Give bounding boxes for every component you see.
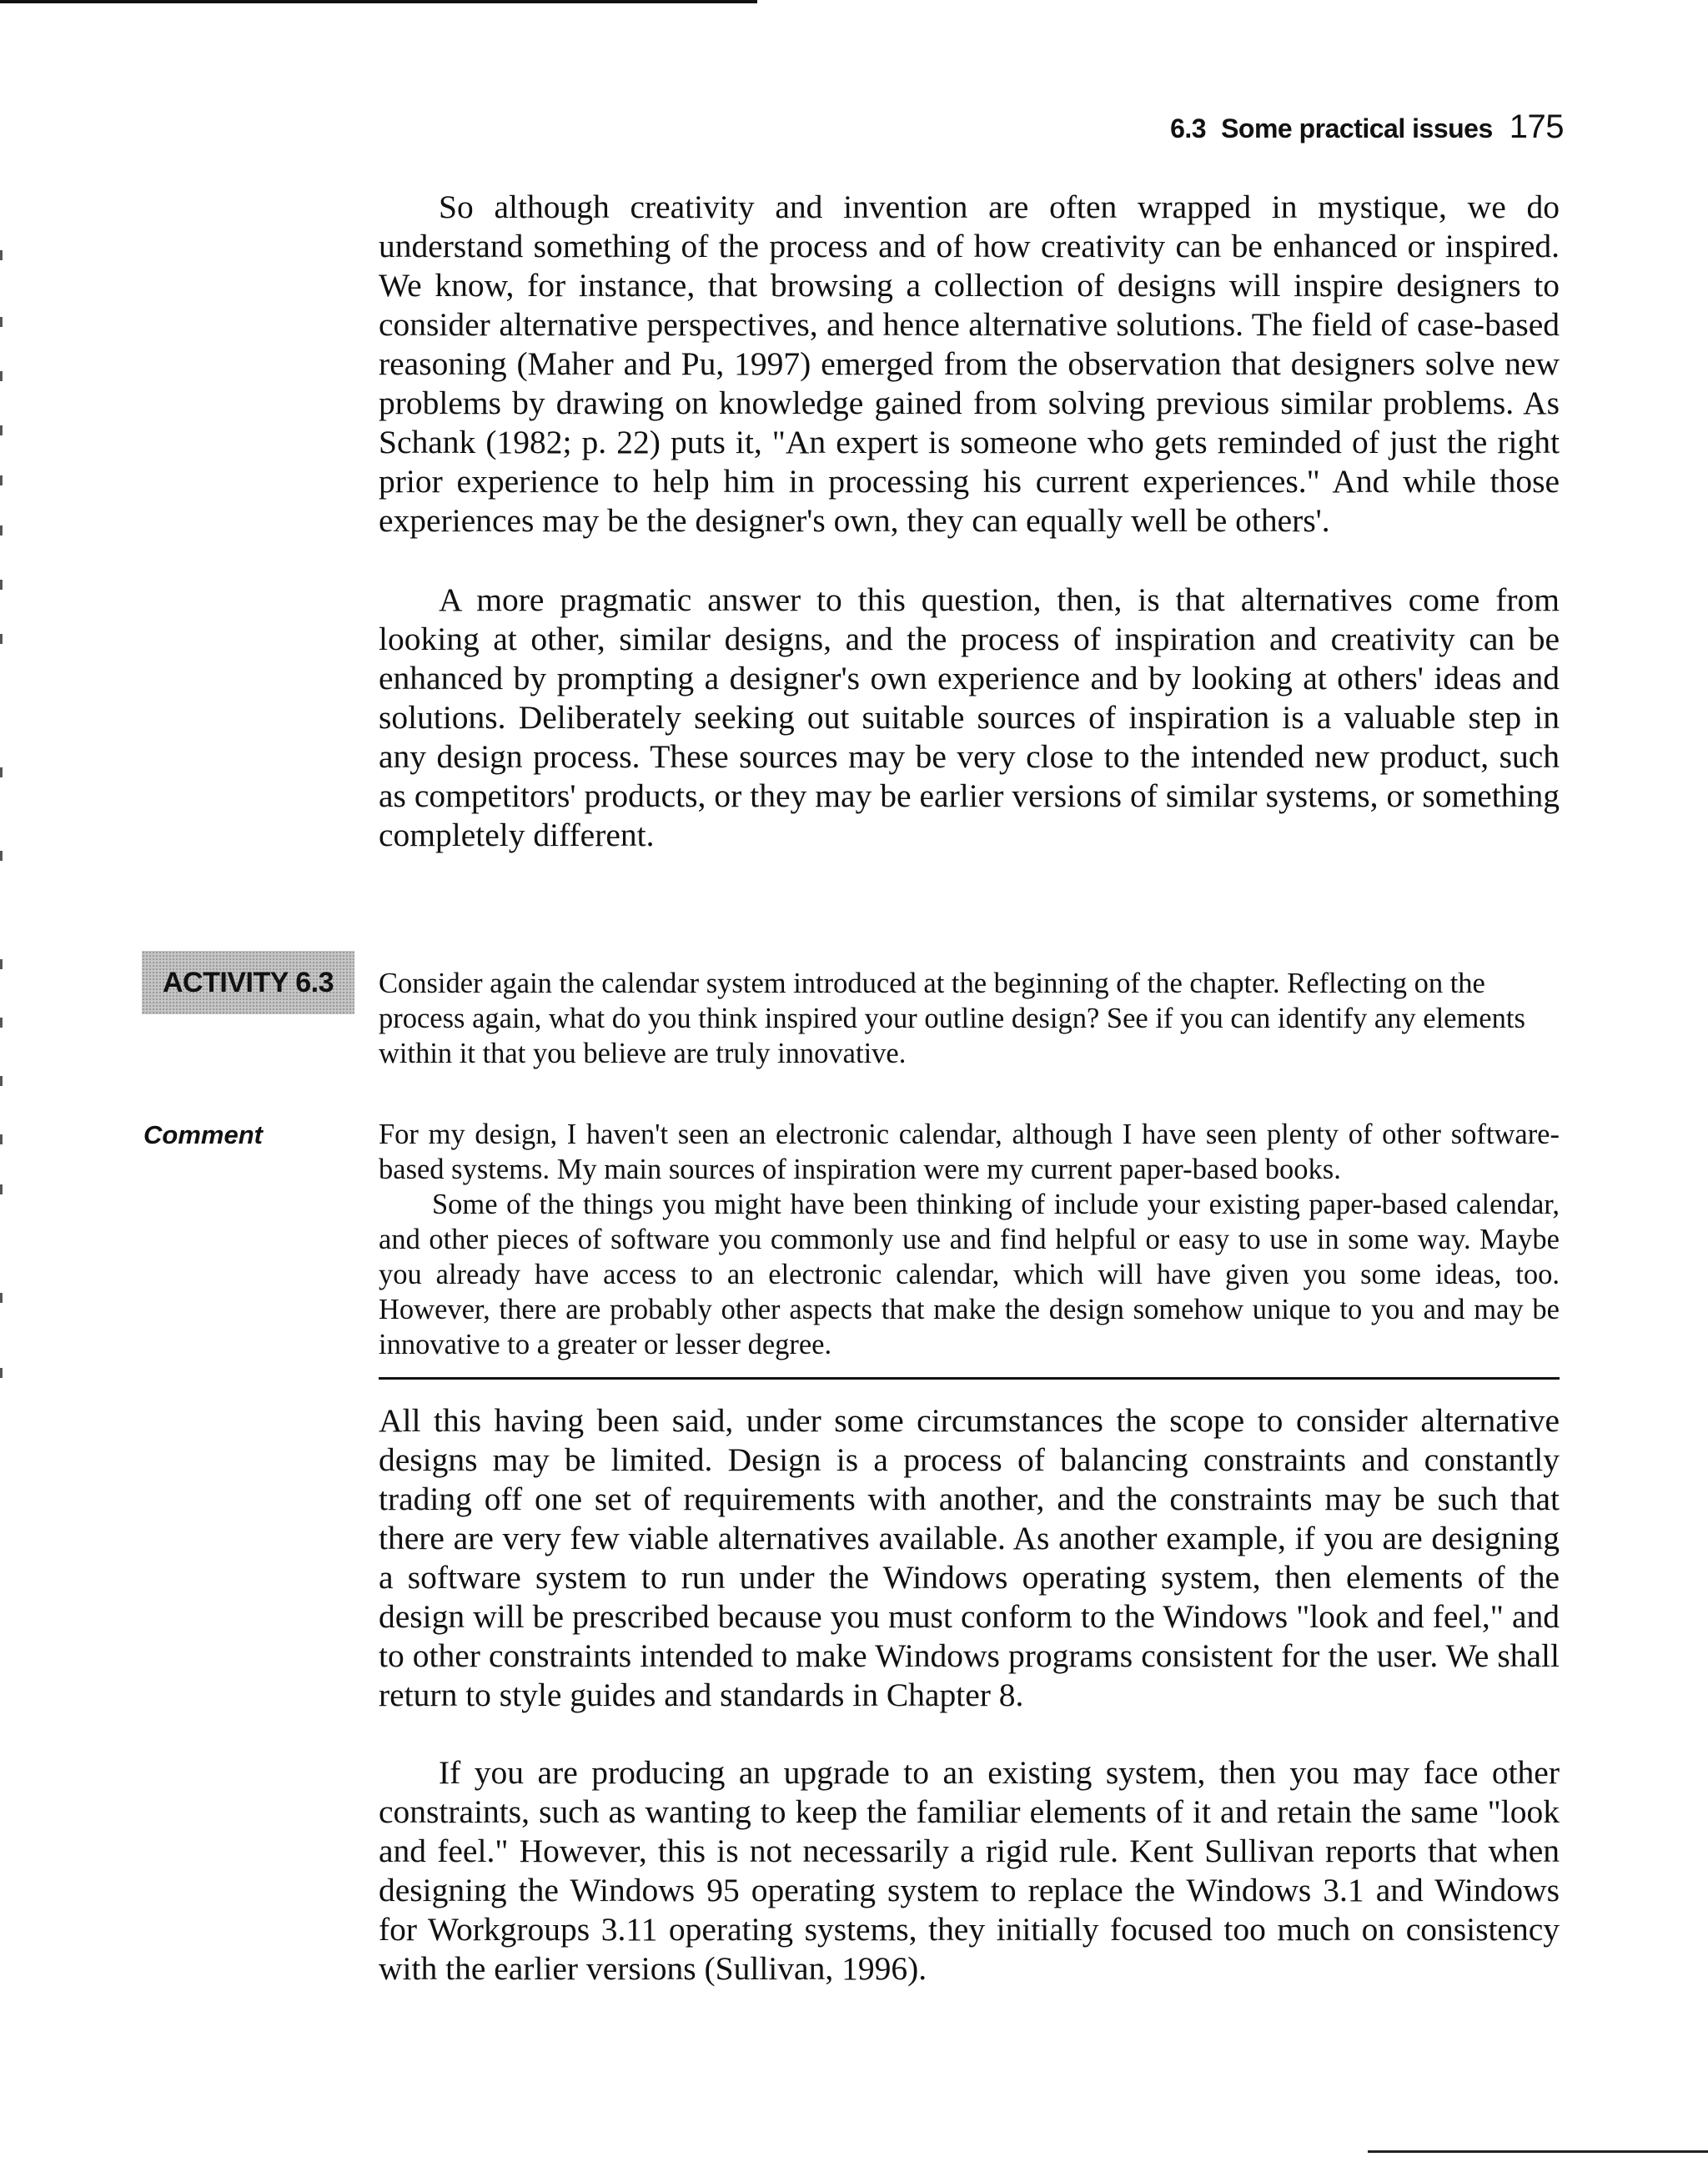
page-number: 175 [1509,108,1564,145]
scan-edge-marks [0,83,5,1585]
body-paragraph: If you are producing an upgrade to an existing system, then you may face other constraints, such as wanting to keep the familiar elements of it and retain the same "look and feel." However, this is not necessarily a rigid rule. Kent Sullivan reports that when designing the Windows 95 operating system to replace the Windows 3.1 and Windows for Workgroups 3.11 operating systems, they initially focused too much on consistency with the earlier versions (Sullivan, 1996). [379,1754,1560,1987]
running-head [1118,108,1564,146]
comment-paragraph: Some of the things you might have been thinking of include your existing paper-based calendar, and other pieces of software you commonly use and find helpful or easy to use in some way. Maybe you already have access to an electronic calendar, which will have given you some ideas, too. However, there are probably other aspects that make the design somehow unique to you and may be innovative to a greater or lesser degree. [379,1189,1560,1360]
section-title: Some practical issues [1221,113,1493,143]
body-paragraph: So although creativity and invention are often wrapped in mystique, we do understand something of the process and of how creativity can be enhanced or inspired. We know, for instance, that browsing a collection of designs will inspire designers to consider alternative perspectives, and hence alternative solutions. The field of case-based reasoning (Maher and Pu, 1997) emerged from the observation that designers solve new problems by drawing on knowledge gained from solving previous similar problems. As Schank (1982; p. 22) puts it, "An expert is someone who gets reminded of just the right prior experience to help him in processing his current experiences." And while those experiences may be the designer's own, they can equally well be others'. [379,189,1560,539]
activity-badge [142,951,354,1014]
body-paragraph: All this having been said, under some circumstances the scope to consider alternative designs may be limited. Design is a process of balancing constraints and constantly trading off one set of requirements with another, and the constraints may be such that there are very few viable alternatives available. As another example, if you are designing a software system to run under the Windows operating system, then elements of the design will be prescribed because you must conform to the Windows "look and feel," and to other constraints intended to make Windows programs consistent for the user. We shall return to style guides and standards in Chapter 8. [379,1402,1560,1713]
comment-label: Comment [143,1120,263,1149]
body-paragraph: A more pragmatic answer to this question, then, is that alternatives come from looking at other, similar designs, and the process of inspiration and creativity can be enhanced by prompting a designer's own experience and by looking at others' ideas and solutions. Deliberately seeking out suitable sources of inspiration is a valuable step in any design process. These sources may be very close to the intended new product, such as competitors' products, or they may be earlier versions of similar systems, or something completely different. [379,581,1560,853]
bottom-page-edge-rule [1368,2150,1708,2153]
activity-text: Consider again the calendar system introduced at the beginning of the chapter. Reflecting on the process again, what do you think inspired your outline design? See if you can identify any elements within it that you believe are truly innovative. [379,968,1525,1069]
section-number: 6.3 [1170,113,1207,143]
activity-label: ACTIVITY 6.3 [163,966,334,998]
comment-end-rule [379,1377,1560,1380]
top-page-edge-rule [0,0,757,3]
comment-paragraph: For my design, I haven't seen an electronic calendar, although I have seen plenty of other software-based systems. My main sources of inspiration were my current paper-based books. [379,1119,1560,1185]
